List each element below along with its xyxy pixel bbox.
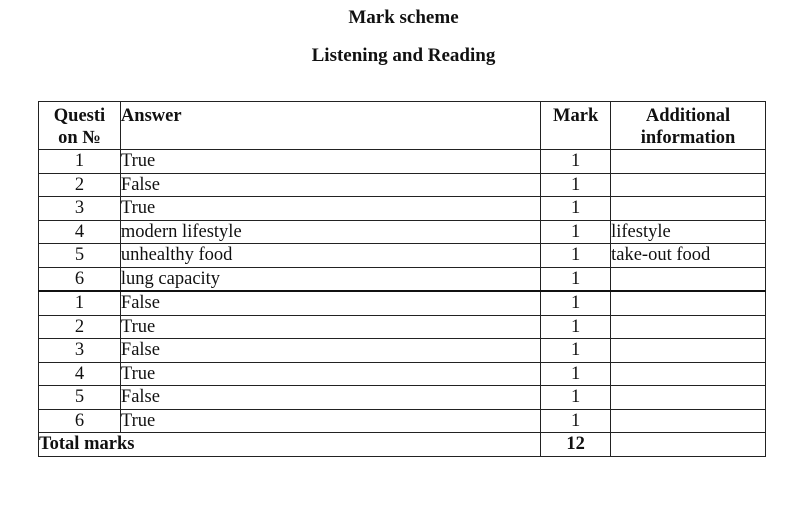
table-row xyxy=(39,315,766,339)
total-marks-value: 12 xyxy=(541,433,611,457)
question-number: 4 xyxy=(39,220,121,244)
total-info-cell xyxy=(611,433,766,457)
question-number: 2 xyxy=(39,173,121,197)
info-cell xyxy=(611,267,766,291)
info-cell xyxy=(611,386,766,410)
question-number: 2 xyxy=(39,315,121,339)
mark-cell: 1 xyxy=(541,197,611,221)
mark-cell: 1 xyxy=(541,339,611,363)
answer-cell: True xyxy=(120,197,540,221)
table-header-row xyxy=(39,102,766,150)
table-row xyxy=(39,220,766,244)
info-cell xyxy=(611,291,766,315)
mark-cell: 1 xyxy=(541,409,611,433)
info-cell: lifestyle xyxy=(611,220,766,244)
mark-cell: 1 xyxy=(541,362,611,386)
header-additional-info xyxy=(611,102,766,150)
info-cell xyxy=(611,339,766,363)
page-subtitle: Listening and Reading xyxy=(311,45,496,66)
mark-cell: 1 xyxy=(541,315,611,339)
header-mark: Mark xyxy=(541,102,611,150)
table-row xyxy=(39,197,766,221)
answer-cell: False xyxy=(120,339,540,363)
answer-cell: False xyxy=(120,291,540,315)
mark-cell: 1 xyxy=(541,267,611,291)
info-cell xyxy=(611,150,766,174)
question-number: 1 xyxy=(39,291,121,315)
info-cell: take-out food xyxy=(611,244,766,268)
mark-cell: 1 xyxy=(541,291,611,315)
answer-cell: False xyxy=(120,173,540,197)
question-number: 6 xyxy=(39,267,121,291)
question-number: 6 xyxy=(39,409,121,433)
mark-scheme-table xyxy=(38,101,766,457)
answer-cell: lung capacity xyxy=(120,267,540,291)
header-answer: Answer xyxy=(120,102,540,150)
total-row xyxy=(39,433,766,457)
total-marks-label: Total marks xyxy=(39,433,541,457)
table-row xyxy=(39,362,766,386)
answer-cell: modern lifestyle xyxy=(120,220,540,244)
mark-cell: 1 xyxy=(541,173,611,197)
table-row xyxy=(39,267,766,291)
header-info-line1: Additional xyxy=(645,106,731,126)
mark-cell: 1 xyxy=(541,150,611,174)
header-question xyxy=(39,102,121,150)
question-number: 1 xyxy=(39,150,121,174)
answer-cell: True xyxy=(120,409,540,433)
page-title: Mark scheme xyxy=(348,7,459,28)
info-cell xyxy=(611,362,766,386)
question-number: 3 xyxy=(39,339,121,363)
info-cell xyxy=(611,409,766,433)
answer-cell: unhealthy food xyxy=(120,244,540,268)
header-question-line1: Questi xyxy=(53,106,106,126)
table-row xyxy=(39,386,766,410)
answer-cell: False xyxy=(120,386,540,410)
table-row xyxy=(39,339,766,363)
question-number: 5 xyxy=(39,244,121,268)
table-row xyxy=(39,173,766,197)
header-info-line2: information xyxy=(640,128,736,148)
answer-cell: True xyxy=(120,362,540,386)
mark-cell: 1 xyxy=(541,386,611,410)
table-row xyxy=(39,150,766,174)
answer-cell: True xyxy=(120,315,540,339)
mark-cell: 1 xyxy=(541,244,611,268)
question-number: 5 xyxy=(39,386,121,410)
info-cell xyxy=(611,197,766,221)
mark-cell: 1 xyxy=(541,220,611,244)
question-number: 3 xyxy=(39,197,121,221)
header-question-line2: on № xyxy=(58,128,101,148)
info-cell xyxy=(611,315,766,339)
info-cell xyxy=(611,173,766,197)
table-row xyxy=(39,409,766,433)
table-row xyxy=(39,291,766,315)
answer-cell: True xyxy=(120,150,540,174)
table-row xyxy=(39,244,766,268)
question-number: 4 xyxy=(39,362,121,386)
